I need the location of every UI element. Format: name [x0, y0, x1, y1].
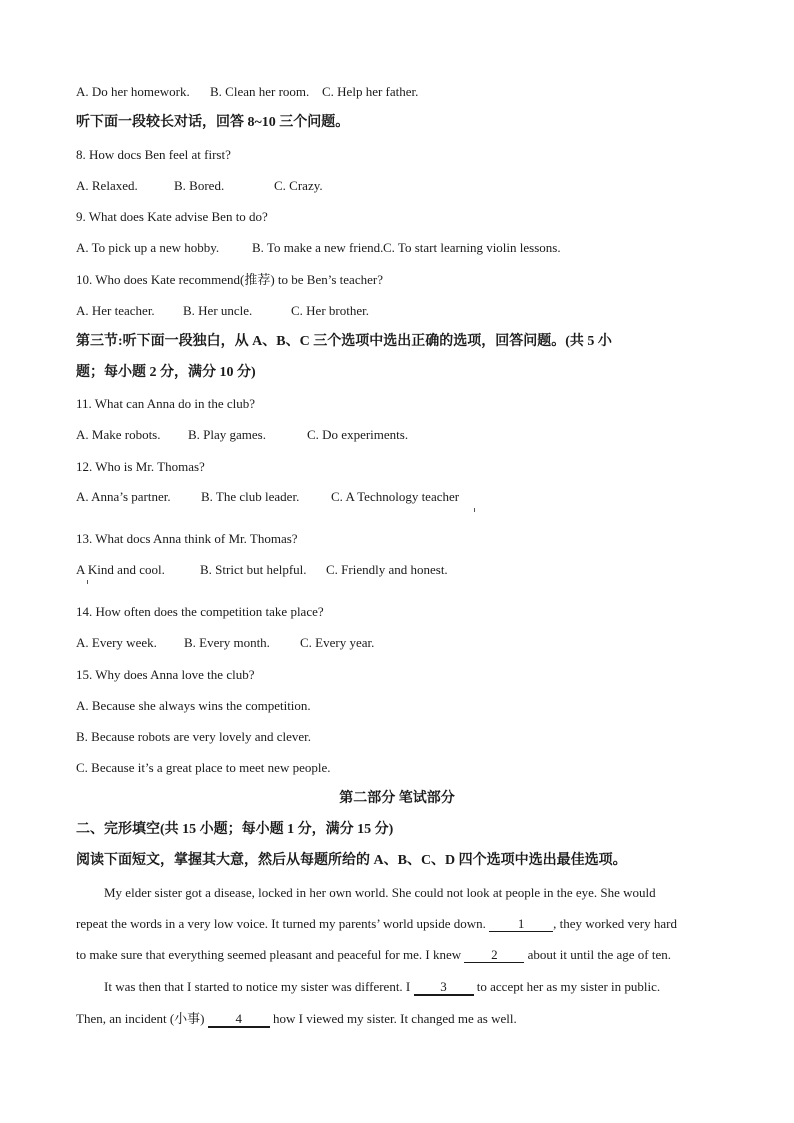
q10-question: 10. Who does Kate recommend(推荐) to be Ben’s teacher? — [76, 272, 383, 287]
q7-option-c: C. Help her father. — [322, 84, 419, 99]
q11-option-a: A. Make robots. — [76, 427, 161, 442]
passage-line: My elder sister got a disease, locked in her own world. She could not look at people in the eye. She would — [104, 885, 656, 900]
q8-option-a: A. Relaxed. — [76, 178, 138, 193]
q14-option-a: A. Every week. — [76, 635, 157, 650]
q9-options — [76, 240, 561, 256]
cloze-blank-3[interactable]: 3 — [414, 980, 474, 996]
passage-text: repeat the words in a very low voice. It turned my parents’ world upside down. — [76, 916, 490, 931]
q15-question: 15. Why does Anna love the club? — [76, 667, 255, 682]
q8-question: 8. How docs Ben feel at first? — [76, 147, 231, 162]
passage-text: to make sure that everything seemed pleasant and peaceful for me. I knew — [76, 947, 465, 962]
q9-option-a: A. To pick up a new hobby. — [76, 240, 220, 255]
q11-option-c: C. Do experiments. — [307, 427, 409, 442]
scan-mark — [474, 508, 475, 512]
passage-line — [76, 947, 671, 963]
q11-question: 11. What can Anna do in the club? — [76, 396, 256, 411]
passage-line — [76, 916, 677, 932]
q8-option-c: C. Crazy. — [274, 178, 323, 193]
q10-options — [76, 303, 369, 319]
q9-option-c: C. To start learning violin lessons. — [383, 240, 561, 255]
q7-options — [76, 84, 418, 100]
q14-question: 14. How often does the competition take place? — [76, 604, 324, 619]
q12-options — [76, 489, 459, 505]
q12-option-a: A. Anna’s partner. — [76, 489, 171, 504]
q8-options — [76, 178, 323, 194]
q15-option-b: B. Because robots are very lovely and clever. — [76, 729, 311, 744]
passage-text: Then, an incident (小事) — [76, 1011, 208, 1026]
cloze-blank-4[interactable]: 4 — [208, 1012, 270, 1028]
part2-title: 第二部分 笔试部分 — [339, 791, 455, 806]
q12-option-b: B. The club leader. — [201, 489, 300, 504]
q7-option-a: A. Do her homework. — [76, 84, 190, 99]
cloze-instruction: 阅读下面短文，掌握其大意，然后从每题所给的 A、B、C、D 四个选项中选出最佳选项。 — [76, 853, 627, 868]
q13-option-b: B. Strict but helpful. — [200, 562, 307, 577]
q14-option-b: B. Every month. — [184, 635, 270, 650]
q7-option-b: B. Clean her room. — [210, 84, 310, 99]
q13-question: 13. What docs Anna think of Mr. Thomas? — [76, 531, 298, 546]
passage-text: , they worked very hard — [553, 916, 677, 931]
cloze-blank-1[interactable]: 1 — [489, 917, 553, 932]
q12-question: 12. Who is Mr. Thomas? — [76, 459, 205, 474]
cloze-heading: 二、完形填空(共 15 小题；每小题 1 分，满分 15 分) — [76, 822, 394, 837]
scan-mark — [87, 580, 88, 584]
q14-options — [76, 635, 374, 651]
q15-option-c: C. Because it’s a great place to meet new people. — [76, 760, 331, 775]
q15-option-a: A. Because she always wins the competition. — [76, 698, 311, 713]
q9-option-b: B. To make a new friend. — [252, 240, 384, 255]
passage-text: It was then that I started to notice my sister was different. I — [104, 979, 414, 994]
q13-options — [76, 562, 448, 578]
q8-option-b: B. Bored. — [174, 178, 225, 193]
passage-text: to accept her as my sister in public. — [473, 979, 661, 994]
q12-option-c: C. A Technology teacher — [331, 489, 460, 504]
q13-option-a: A Kind and cool. — [76, 562, 165, 577]
cloze-blank-2[interactable]: 2 — [464, 948, 524, 963]
q10-option-b: B. Her uncle. — [183, 303, 253, 318]
passage-text: how I viewed my sister. It changed me as well. — [269, 1011, 517, 1026]
q13-option-c: C. Friendly and honest. — [326, 562, 448, 577]
passage-line — [104, 979, 660, 996]
q9-question: 9. What does Kate advise Ben to do? — [76, 209, 268, 224]
q10-option-a: A. Her teacher. — [76, 303, 155, 318]
passage-text: about it until the age of ten. — [524, 947, 671, 962]
section3-heading-line2: 题；每小题 2 分，满分 10 分) — [76, 365, 256, 380]
q10-option-c: C. Her brother. — [291, 303, 369, 318]
passage-line — [76, 1011, 517, 1028]
q11-options — [76, 427, 408, 443]
q11-option-b: B. Play games. — [188, 427, 266, 442]
q14-option-c: C. Every year. — [300, 635, 375, 650]
section-long-dialog-heading: 听下面一段较长对话，回答 8~10 三个问题。 — [76, 115, 350, 130]
section3-heading-line1: 第三节:听下面一段独白，从 A、B、C 三个选项中选出正确的选项，回答问题。(共 5 小 — [76, 334, 612, 349]
